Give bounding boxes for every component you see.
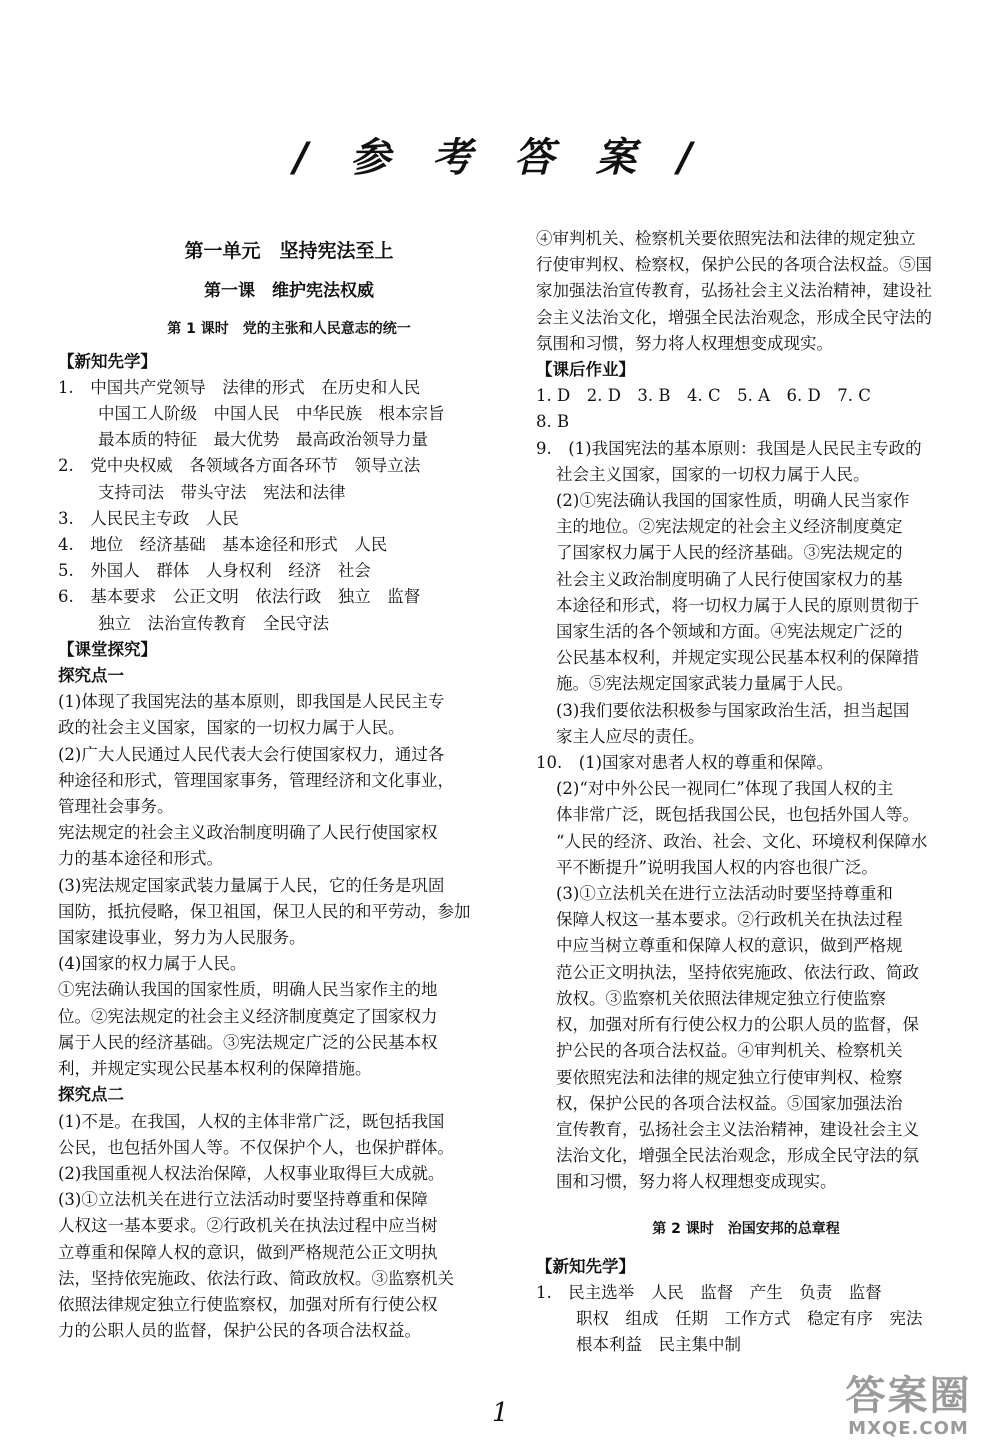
answer-line: 人权这一基本要求。②行政机关在执法过程中应当树: [58, 1216, 438, 1236]
answer-line: 宪法规定的社会主义政治制度明确了人民行使国家权: [58, 823, 438, 843]
answer-line: (2)我国重视人权法治保障，人权事业取得巨大成就。: [58, 1163, 445, 1183]
answer-line: 行使审判权、检察权，保护公民的各项合法权益。⑤国: [536, 255, 932, 275]
answer-line: 放权。③监察机关依照法律规定独立行使监察: [556, 988, 886, 1008]
answer-line: 本途径和形式，将一切权力属于人民的原则贯彻于: [556, 595, 919, 615]
left-column: [58, 238, 520, 1344]
answer-line: 施。⑤宪法规定国家武装力量属于人民。: [556, 674, 853, 694]
answer-line: 范公正文明执法，坚持依宪施政、依法行政、简政: [556, 962, 919, 982]
answer-line: ④审判机关、检察机关要依照宪法和法律的规定独立: [536, 229, 916, 248]
subsection-heading: 探究点二: [58, 1085, 124, 1105]
answer-line: 利，并规定实现公民基本权利的保障措施。: [58, 1059, 372, 1079]
answer-line: 1. D 2. D 3. B 4. C 5. A 6. D 7. C: [536, 386, 871, 406]
lesson-heading: 第一课 维护宪法权威: [204, 281, 374, 302]
answer-line: 国家建设事业，努力为人民服务。: [58, 928, 306, 948]
answer-line: 10. (1)国家对患者人权的尊重和保障。: [536, 753, 834, 773]
answer-line: 支持司法 带头守法 宪法和法律: [98, 482, 346, 502]
answer-line: 1. 民主选举 人民 监督 产生 负责 监督: [536, 1282, 882, 1302]
answer-line: 法，坚持依宪施政、依法行政、简政放权。③监察机关: [58, 1268, 454, 1288]
answer-line: 6. 基本要求 公正文明 依法行政 独立 监督: [58, 587, 421, 607]
answer-line: “人民的经济、政治、社会、文化、环境权利保障水: [556, 831, 928, 851]
answer-line: ①宪法确认我国的国家性质，明确人民当家作主的地: [58, 980, 438, 1000]
watermark-text: 答案圈: [845, 1373, 972, 1419]
page-title: / 参 考 答 案 /: [293, 135, 707, 181]
answer-line: (1)不是。在我国，人权的主体非常广泛，既包括我国: [58, 1111, 445, 1131]
answer-line: 了国家权力属于人民的经济基础。③宪法规定的: [556, 543, 903, 563]
watermark-logo: [831, 1374, 986, 1439]
answer-line: 职权 组成 任期 工作方式 稳定有序 宪法: [576, 1309, 923, 1329]
answer-line: 力的基本途径和形式。: [58, 849, 223, 869]
answer-line: 力的公职人员的监督，保护公民的各项合法权益。: [58, 1321, 421, 1341]
answer-line: 属于人民的经济基础。③宪法规定广泛的公民基本权: [58, 1032, 438, 1052]
answer-line: (3)我们要依法积极参与国家政治生活，担当起国: [556, 700, 910, 720]
section-heading: 【新知先学】: [536, 1256, 635, 1276]
right-column: [536, 226, 956, 1359]
answer-line: 宣传教育，弘扬社会主义法治精神，建设社会主义: [556, 1119, 919, 1139]
answer-line: 围和习惯，努力将人权理想变成现实。: [556, 1172, 837, 1192]
answer-line: 护公民的各项合法权益。④审判机关、检察机关: [556, 1041, 903, 1061]
answer-line: (3)①立法机关在进行立法活动时要坚持尊重和保障: [58, 1190, 428, 1210]
answer-line: (4)国家的权力属于人民。: [58, 954, 247, 974]
answer-line: 8. B: [536, 412, 570, 432]
answer-line: 家加强法治宣传教育，弘扬社会主义法治精神，建设社: [536, 281, 932, 301]
answer-line: 9. (1)我国宪法的基本原则：我国是人民民主专政的: [536, 438, 922, 458]
answer-line: 种途径和形式，管理国家事务，管理经济和文化事业，: [58, 770, 454, 790]
answer-line: 家主人应尽的责任。: [556, 726, 705, 746]
section-heading: 【课堂探究】: [58, 639, 157, 659]
answer-line: 氛围和习惯，努力将人权理想变成现实。: [536, 333, 833, 353]
answer-line: 中应当树立尊重和保障人权的意识，做到严格规: [556, 936, 903, 956]
answer-line: 根本利益 民主集中制: [576, 1335, 741, 1355]
answer-line: (1)体现了我国宪法的基本原则，即我国是人民民主专: [58, 692, 445, 712]
answer-line: 1. 中国共产党领导 法律的形式 在历史和人民: [58, 377, 421, 397]
answer-line: 保障人权这一基本要求。②行政机关在执法过程: [556, 910, 903, 930]
answer-line: 法治文化，增强全民法治观念，形成全民守法的氛: [556, 1146, 919, 1166]
watermark-url: MXQE.COM: [848, 1418, 969, 1439]
answer-line: (2)广大人民通过人民代表大会行使国家权力，通过各: [58, 744, 445, 764]
answer-line: 体非常广泛，既包括我国公民，也包括外国人等。: [556, 805, 919, 825]
period-heading: 第 1 课时 党的主张和人民意志的统一: [167, 321, 411, 338]
answer-line: 社会主义国家，国家的一切权力属于人民。: [556, 464, 870, 484]
page-number: 1: [492, 1398, 509, 1428]
answer-line: (3)①立法机关在进行立法活动时要坚持尊重和: [556, 884, 893, 904]
answer-line: 中国工人阶级 中国人民 中华民族 根本宗旨: [98, 404, 445, 424]
answer-line: 3. 人民民主专政 人民: [58, 508, 239, 528]
answer-line: 2. 党中央权威 各领域各方面各环节 领导立法: [58, 456, 421, 476]
answer-line: 要依照宪法和法律的规定独立行使审判权、检察: [556, 1067, 903, 1087]
answer-line: 最本质的特征 最大优势 最高政治领导力量: [98, 430, 428, 450]
unit-heading: 第一单元 坚持宪法至上: [184, 240, 394, 262]
answer-line: 社会主义政治制度明确了人民行使国家权力的基: [556, 569, 903, 589]
answer-line: 公民基本权利，并规定实现公民基本权利的保障措: [556, 648, 919, 668]
answer-line: 政的社会主义国家，国家的一切权力属于人民。: [58, 718, 405, 738]
answer-line: 公民，也包括外国人等。不仅保护个人，也保护群体。: [58, 1137, 454, 1157]
answer-line: 依照法律规定独立行使监察权，加强对所有行使公权: [58, 1294, 438, 1314]
answer-line: (2)“对中外公民一视同仁”体现了我国人权的主: [556, 779, 894, 799]
answer-line: 国家生活的各个领域和方面。④宪法规定广泛的: [556, 622, 903, 642]
answer-line: 国防，抵抗侵略，保卫祖国，保卫人民的和平劳动，参加: [58, 901, 471, 921]
answer-line: 权，保护公民的各项合法权益。⑤国家加强法治: [556, 1093, 903, 1113]
answer-line: 立尊重和保障人权的意识，做到严格规范公正文明执: [58, 1242, 438, 1262]
subsection-heading: 探究点一: [58, 666, 124, 686]
section-heading: 【新知先学】: [58, 351, 157, 371]
answer-line: 独立 法治宣传教育 全民守法: [98, 613, 329, 633]
section-heading: 【课后作业】: [536, 360, 635, 380]
answer-line: 会主义法治文化，增强全民法治观念，形成全民守法的: [536, 307, 932, 327]
answer-line: 主的地位。②宪法规定的社会主义经济制度奠定: [556, 517, 903, 537]
answer-line: 权，加强对所有行使公权力的公职人员的监督，保: [556, 1015, 919, 1035]
answer-line: 平不断提升”说明我国人权的内容也很广泛。: [556, 857, 878, 877]
answer-line: 管理社会事务。: [58, 797, 174, 817]
answer-line: 5. 外国人 群体 人身权利 经济 社会: [58, 561, 371, 581]
answer-line: 位。②宪法规定的社会主义经济制度奠定了国家权力: [58, 1006, 438, 1026]
answer-line: (3)宪法规定国家武装力量属于人民，它的任务是巩固: [58, 875, 445, 895]
answer-line: (2)①宪法确认我国的国家性质，明确人民当家作: [556, 491, 910, 511]
period-heading: 第 2 课时 治国安邦的总章程: [652, 1220, 840, 1237]
answer-line: 4. 地位 经济基础 基本途径和形式 人民: [58, 535, 388, 555]
